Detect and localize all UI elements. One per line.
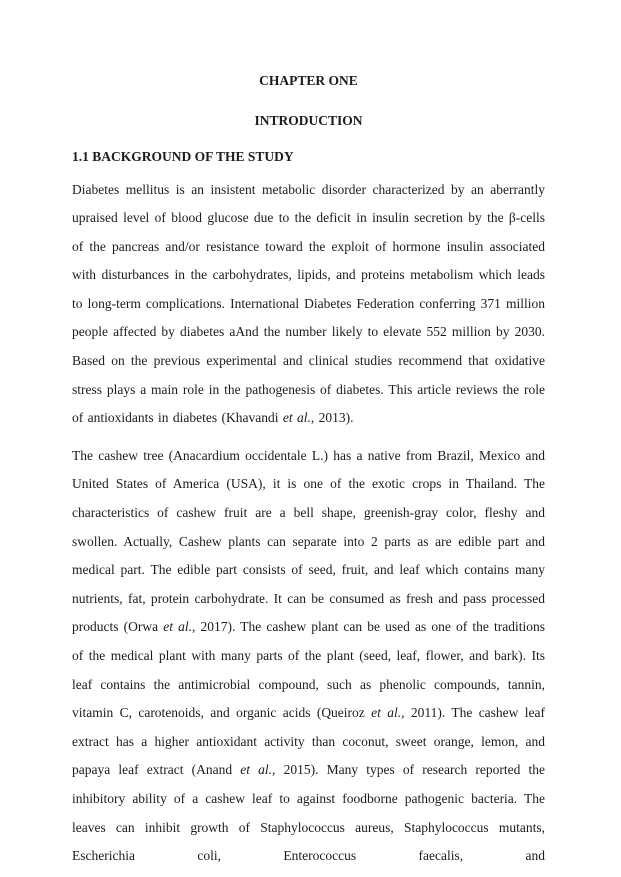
section-heading: 1.1 BACKGROUND OF THE STUDY bbox=[72, 149, 294, 164]
body-paragraphs bbox=[72, 176, 545, 871]
body-paragraph: Diabetes mellitus is an insistent metabolic disorder characterized by an aberrantly upraised level of blood glucose due to the deficit in insulin secretion by the β-cells of the pancreas and/or resistance toward the exploit of hormone insulin associated with disturbances in the carbohydrates, lipids, and proteins metabolism which leads to long-term complications. International Diabetes Federation conferring 371 million people affected by diabetes aAnd the number likely to elevate 552 million by 2030. Based on the previous experimental and clinical studies recommend that oxidative stress plays a main role in the pathogenesis of diabetes. This article reviews the role of antioxidants in diabetes (Khavandi et al., 2013). bbox=[72, 181, 545, 426]
chapter-heading: CHAPTER ONE bbox=[259, 73, 358, 88]
introduction-heading: INTRODUCTION bbox=[254, 112, 363, 128]
body-paragraph: The cashew tree (Anacardium occidentale L.) has a native from Brazil, Mexico and United States of America (USA), it is one of the exotic crops in Thailand. The characteristics of cashew fruit are a bell shape, greenish-gray color, fleshy and swollen. Actually, Cashew plants can separate into 2 parts as are edible part and medical part. The edible part consists of seed, fruit, and leaf which contains many nutrients, fat, protein carbohydrate. It can be consumed as fresh and pass processed products (Orwa et al., 2017). The cashew plant can be used as one of the traditions of the medical plant with many parts of the plant (seed, leaf, flower, and bark). Its leaf contains the antimicrobial compound, such as phenolic compounds, tannin, vitamin C, carotenoids, and organic acids (Queiroz et al., 2011). The cashew leaf extract has a higher antioxidant activity than coconut, sweet orange, lemon, and papaya leaf extract (Anand et al., 2015). Many types of research reported the inhibitory ability of a cashew leaf to against foodborne pathogenic bacteria. The leaves can inhibit growth of Staphylococcus aureus, Staphylococcus mutants, Escherichia coli, Enterococcus faecalis, and bbox=[72, 447, 546, 864]
